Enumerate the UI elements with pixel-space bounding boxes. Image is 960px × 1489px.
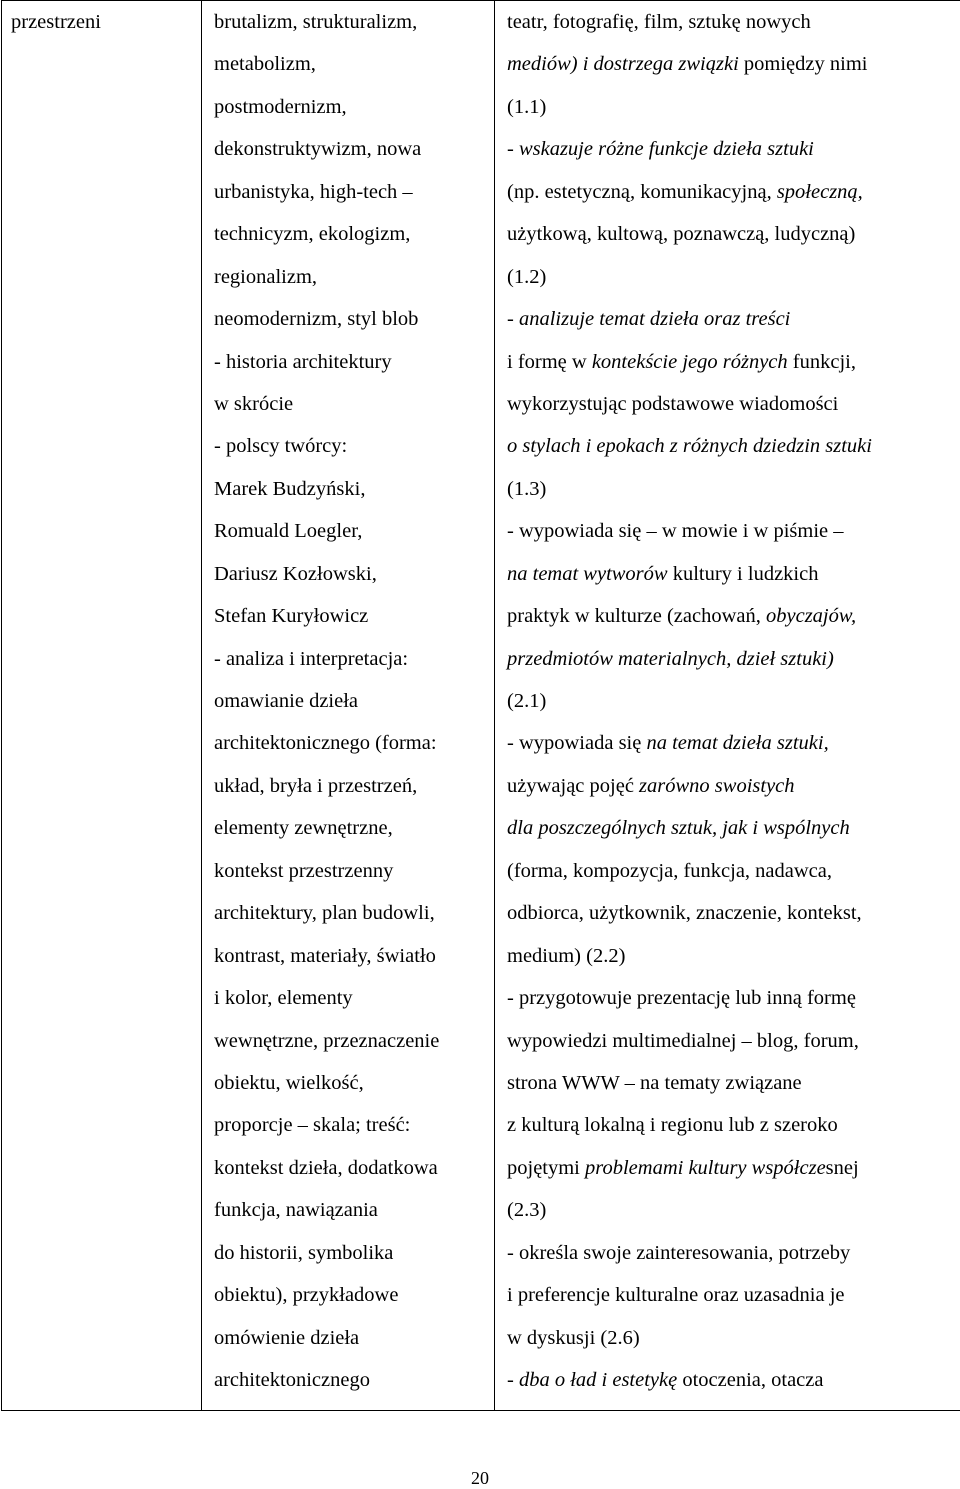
text-line: kontrast, materiały, światło [214,944,436,967]
text-line: kontekst przestrzenny [214,859,394,882]
text-line [507,302,960,344]
text-line [507,1236,960,1278]
text-segment: - wypowiada się [507,732,647,755]
text-line: architektonicznego [214,1369,370,1391]
text-line [507,726,960,768]
italic-text-segment: na temat wytworów [507,562,668,585]
text-line [507,260,960,302]
text-line [507,132,960,174]
italic-text-segment: społeczną, [776,180,863,203]
text-segment: pojętymi [507,1156,586,1179]
text-segment: medium) (2.2) [507,944,626,967]
text-segment: użytkową, kultową, poznawczą, ludyczną) [507,223,856,246]
text-line: funkcja, nawiązania [214,1199,378,1222]
text-segment: kultury i ludzkich [667,562,819,585]
text-line [507,472,960,514]
text-line [507,1193,960,1235]
text-line [507,5,960,47]
italic-text-segment: zarówno swoistych [639,774,795,797]
italic-text-segment: - wskazuje różne funkcje dzieła sztuki [507,138,814,161]
text-line: elementy zewnętrzne, [214,817,393,840]
text-line: omówienie dzieła [214,1326,360,1349]
table-row [2,1,960,1411]
text-line: układ, bryła i przestrzeń, [214,774,418,797]
text-segment: wypowiedzi multimedialnej – blog, forum, [507,1029,859,1052]
text-segment: odbiorca, użytkownik, znaczenie, kontekst, [507,902,862,925]
text-line [507,981,960,1023]
text-line: omawianie dzieła [214,690,359,712]
text-line [507,854,960,896]
italic-text-segment: na temat dzieła sztuki, [646,732,829,755]
text-line: do historii, symbolika [214,1241,394,1264]
text-segment: strona WWW – na tematy związane [507,1071,802,1094]
text-segment: funkcji, [787,350,856,373]
text-line: postmodernizm, [214,95,347,118]
italic-text-segment: kontekście jego różnych [591,350,788,373]
text-line [507,429,960,471]
label-cell [2,1,202,1411]
text-line [507,896,960,938]
text-line: obiektu), przykładowe [214,1284,399,1307]
text-segment: - przygotowuje prezentację lub inną formę [507,987,856,1010]
page-number: 20 [471,1468,489,1488]
text-segment: w dyskusji (2.6) [507,1326,640,1349]
text-segment: teatr, fotografię, film, sztukę nowych [507,11,811,33]
text-line: Romuald Loegler, [214,520,363,543]
text-segment: (2.3) [507,1199,547,1222]
text-line: - polscy twórcy: [214,435,348,458]
text-line [507,1151,960,1193]
text-line: - historia architektury [214,350,392,373]
italic-text-segment: dba o ład i estetykę [518,1369,678,1391]
text-line [507,642,960,684]
text-line [507,939,960,981]
text-line: Marek Budzyński, [214,477,366,500]
text-line [507,1278,960,1320]
text-segment: otoczenia, otacza [677,1369,824,1391]
text-segment: (1.2) [507,265,547,288]
text-line [507,1066,960,1108]
italic-text-segment: mediów) i dostrzega związki [507,53,739,76]
text-line [507,557,960,599]
italic-text-segment: problemami kultury współcze [585,1156,826,1179]
italic-text-segment: dla poszczególnych sztuk, jak i wspólnych [507,817,850,840]
text-line: dekonstruktywizm, nowa [214,138,422,161]
text-line: - analiza i interpretacja: [214,647,409,670]
text-segment: - wypowiada się – w mowie i w piśmie – [507,520,844,543]
text-line [507,684,960,726]
text-segment: - określa swoje zainteresowania, potrzeby [507,1241,851,1264]
text-line: i kolor, elementy [214,987,353,1010]
text-line [507,387,960,429]
outcomes-cell-lines [495,1,960,1405]
italic-text-segment: - analizuje temat dzieła oraz treści [507,308,791,331]
text-line [507,811,960,853]
text-line: regionalizm, [214,265,318,288]
text-segment: (1.1) [507,95,547,118]
text-line: wewnętrzne, przeznaczenie [214,1029,440,1052]
text-line: architektury, plan budowli, [214,902,435,925]
text-segment: (np. estetyczną, komunikacyjną, [507,180,777,203]
text-line: technicyzm, ekologizm, [214,223,411,246]
topics-cell [202,1,495,1411]
curriculum-table [1,0,960,1411]
italic-text-segment: przedmiotów materialnych, dzieł sztuki) [507,647,834,670]
text-line [507,345,960,387]
text-line [507,769,960,811]
text-segment: pomiędzy nimi [738,53,868,76]
text-line [507,1108,960,1150]
text-line [507,175,960,217]
text-line: w skrócie [214,392,294,415]
text-line: obiektu, wielkość, [214,1071,364,1094]
text-segment: - [507,1369,519,1391]
topics-cell-lines [202,1,494,1405]
text-line: architektonicznego (forma: [214,732,437,755]
text-line [507,47,960,89]
text-line: metabolizm, [214,53,316,76]
text-line: kontekst dzieła, dodatkowa [214,1156,438,1179]
outcomes-cell [495,1,960,1411]
text-line: brutalizm, strukturalizm, [214,11,418,33]
italic-text-segment: obyczajów, [766,605,857,628]
text-line [507,599,960,641]
label-cell-lines [2,1,201,47]
text-line [507,1363,960,1405]
text-line [507,1024,960,1066]
text-line: proporcje – skala; treść: [214,1114,411,1137]
text-segment: używając pojęć [507,774,640,797]
text-segment: wykorzystując podstawowe wiadomości [507,392,839,415]
text-segment: snej [825,1156,859,1179]
italic-text-segment: o stylach i epokach z różnych dziedzin sztuki [507,435,872,458]
text-segment: (forma, kompozycja, funkcja, nadawca, [507,859,833,882]
text-segment: (1.3) [507,477,547,500]
text-line: Dariusz Kozłowski, [214,562,377,585]
text-segment: (2.1) [507,690,547,712]
text-segment: z kulturą lokalną i regionu lub z szeroko [507,1114,838,1137]
text-line: Stefan Kuryłowicz [214,605,369,628]
text-line: przestrzeni [11,11,101,33]
text-segment: praktyk w kulturze (zachowań, [507,605,766,628]
text-line [507,90,960,132]
text-segment: i preferencje kulturalne oraz uzasadnia je [507,1284,845,1307]
text-line: neomodernizm, styl blob [214,308,419,331]
text-segment: i formę w [507,350,592,373]
text-line [507,1321,960,1363]
text-line: urbanistyka, high-tech – [214,180,413,203]
text-line [507,217,960,259]
text-line [507,514,960,556]
